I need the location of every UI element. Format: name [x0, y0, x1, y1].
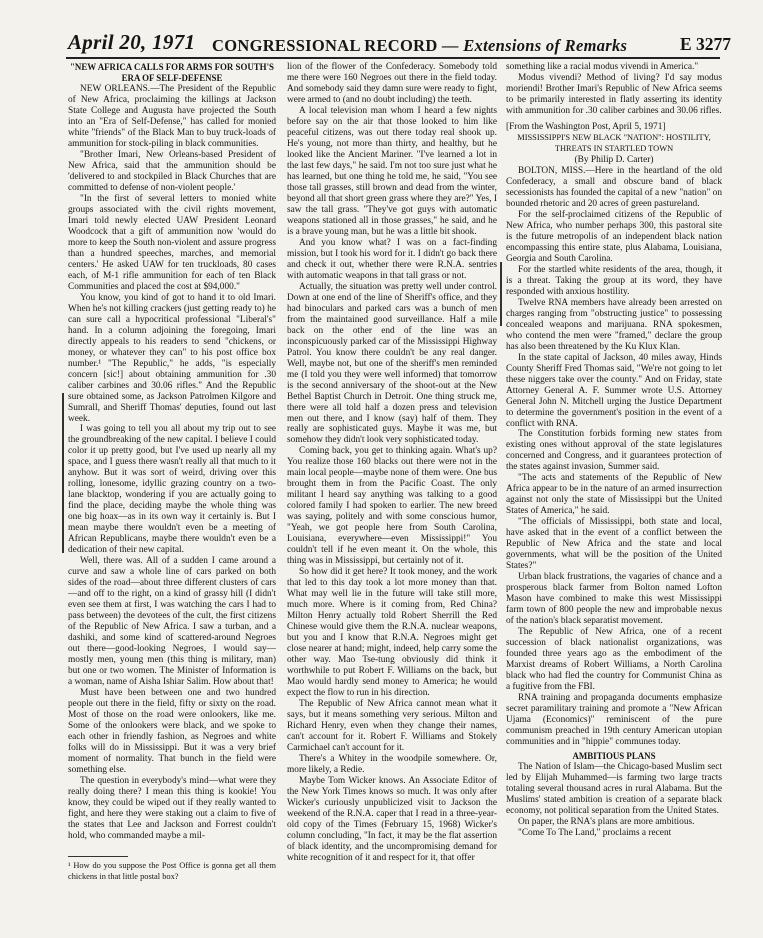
paragraph: So how did it get here? It took money, and the work that led to this day took a lot more money than that. What may well lie in the future will take still more, much more. Where is it coming from, Red China? Milton Henry actually told Robert Sherrill the Red Chinese would give them the R.N.A. nuclear weapons, but you and I know that R.N.A. Negroes might get close nearer at hand; might, indeed, help carry some the other way. Mao Tse-tung obviously did think it worthwhile to put Robert F. Williams on the back, but Mao would hardly send money to America; he would expect the flow to run in his direction.: [287, 567, 497, 699]
article-heading: "NEW AFRICA CALLS FOR ARMS FOR SOUTH'S ERA OF SELF-DEFENSE: [70, 62, 274, 83]
paragraph: Twelve RNA members have already been arrested on charges ranging from "obstructing justice" to possessing concealed weapons and marijuana. RNA spokesmen, who contend the men were "framed," declare the group has also been threatened by the Ku Klux Klan.: [506, 297, 722, 352]
column-1: [68, 62, 276, 883]
paragraph: On paper, the RNA's plans are more ambitious.: [518, 816, 695, 827]
margin-mark: [500, 262, 502, 326]
paragraph: And you know what? I was on a fact-finding mission, but I took his word for it. I didn't go back there and check it out, whether there were R.N.A. sentries with automatic weapons in that tall grass or not.: [287, 237, 497, 281]
paragraph: The Republic of New Africa cannot mean what it says, but it means something very serious. Milton and Richard Henry, even when they change their names, can't account for it. Robert F. Williams and Stokely Carmichael can't account for it.: [287, 699, 497, 754]
paragraph: Urban black frustrations, the vagaries of chance and a prosperous black farmer from Bolton named Lofton Mason have combined to make this west Mississippi farm town of 800 people the new and improbable nexus of the nation's black separatist movement.: [506, 572, 722, 627]
header-section: — Extensions of Remarks: [442, 36, 628, 55]
paragraph: BOLTON, MISS.—Here in the heartland of the old Confederacy, a small and obscure band of black secessionists has founded the capital of a new "nation" on bounded rhetoric and 20 acres of green pastureland.: [506, 165, 722, 209]
paragraph: The Republic of New Africa, one of a recent succession of black nationalist organizations, was founded three years ago as the embodiment of the Marxist dreams of Robert Williams, a North Carolina black who had fled the country for Communist China as a fugitive from the FBI.: [506, 627, 722, 693]
paragraph: Modus vivendi? Method of living? I'd say modus moriendi! Brother Imari's Republic of New Africa seems to be primarily interested in flatly asserting its identity with ammunition for .30 caliber carbines and 30.06 rifles.: [506, 72, 722, 116]
paragraph: Well, there was. All of a sudden I came around a curve and saw a whole line of cars parked on both sides of the road—about three different clusters of cars—and off to the right, on a kind of grassy hill (I didn't even see them at first, I was watching the cars I had to pass between) the devotees of the cult, the first citizens of the Republic of New Africa. I saw a turban, and a dashiki, and some kind of scattered-around Negroes out there—good-looking Negroes, I would say—mostly men, young men (this thing is military, man) but one or two women. The Minister of Information is a woman, name of Aisha Ishiar Salim. How about that!: [68, 556, 276, 688]
byline: (By Philip D. Carter): [574, 154, 654, 165]
paragraph: For the self-proclaimed citizens of the Republic of New Africa, who number perhaps 300, this pastoral site is the future metropolis of an independent black nation encompassing this entire state, plus Alabama, Louisiana, Georgia and South Carolina.: [506, 209, 722, 264]
footnote-rule: [68, 856, 128, 857]
paragraph: You know, you kind of got to hand it to old Imari. When he's not killing crackers (just getting ready to) he can sure call a hypocritical professional "Liberal's" hand. In a column adjoining the foregoing, Imari directly appeals to his readers to send "chickens, or money, or whatever they can" to his post office box number.¹ "The Republic," he adds, "is especially concern [sic!] about obtaining ammunition for .30 caliber carbines and 30.06 rifles." And the Republic sure obtained some, as Jackson Patrolmen Kilgore and Sumrall, and Sheriff Thomas' deputies, found out last week.: [68, 292, 276, 424]
paragraph: There's a Whitey in the woodpile somewhere. Or, more likely, a Redie.: [287, 754, 497, 775]
source-line: [From the Washington Post, April 5, 1971]: [506, 121, 666, 132]
paragraph: Coming back, you get to thinking again. What's up? You realize those 160 blacks out there were not in the main local people—maybe none of them were. One bus brought them in from the Pacific Coast. The only militant I heard say anything was talking to a good colored family I had spoken to earlier. The new breed was saying, politely and with some conscious humor, "Yeah, we got people here from South Carolina, Louisiana, everywhere—even Mississippi!" You couldn't tell if he even meant it. On the whole, this thing was in Mississippi, but certainly not of it.: [287, 446, 497, 567]
header-page-number: E 3277: [680, 34, 732, 54]
paragraph: I was going to tell you all about my trip out to see the groundbreaking of the new capital. I believe I could color it up pretty good, but I've used up nearly all my space, and I guess there wasn't really all that much to it anyhow. But it was sort of weird, driving over this rolling, lonesome, idyllic grazing country on a two-lane blacktop, wondering if you are actually going to find the place, deciding maybe the whole thing was one big hoax—as in its own way it certainly is. But I mean maybe there wouldn't even be a meeting of African Republicans, maybe there wouldn't even be a dedication of their new capital.: [68, 424, 276, 556]
section-heading: AMBITIOUS PLANS: [572, 751, 656, 762]
paragraph: "Brother Imari, New Orleans-based President of New Africa, said that the ammunition should be 'delivered to and stockpiled in Black Churches that are committed to defense of non-violent people.': [68, 149, 276, 193]
paragraph: The Constitution forbids forming new states from existing ones without approval of the state legislatures concerned and Congress, and it guarantees protection of the states against invasion, Summer said.: [506, 429, 722, 473]
header-title: [212, 36, 627, 56]
paragraph: The Nation of Islam—the Chicago-based Muslim sect led by Elijah Muhammed—is farming two large tracts totaling several thousand acres in rural Alabama. But the Muslims' stated ambition is creation of a separate black economy, not political separation from the United States.: [506, 762, 722, 816]
header-publication: CONGRESSIONAL RECORD: [212, 36, 438, 55]
paragraph: RNA training and propaganda documents emphasize secret paramilitary training and promote a "New African Ujama (Economics)" reminiscent of the pure communism preached in 19th century American utopian communities and in "hippie" communes today.: [506, 693, 722, 748]
paragraph: "The officials of Mississippi, both state and local, have asked that in the event of a conflict between the Republic of New Africa and the state and local governments, what will be the position of the United States?": [506, 517, 722, 572]
footnote: ¹ How do you suppose the Post Office is gonna get all them chickens in that little postal box?: [68, 860, 276, 881]
paragraph: The question in everybody's mind—what were they really doing there? I mean this thing is kookie! You know, they could be wiped out if they really wanted to fight, and here they were staking out a claim to five of the states that Lee and Jackson and Forrest couldn't hold, who commanded maybe a mil-: [68, 775, 276, 841]
paragraph: For the startled white residents of the area, though, it is a threat. Taking the group at its word, they have responded with anxious hostility.: [506, 264, 722, 297]
paragraph: In the state capital of Jackson, 40 miles away, Hinds County Sheriff Fred Thomas said, "We're not going to let these niggers take over the county." And on Friday, state Attorney General A. F. Summer wrote U.S. Attorney General John N. Mitchell urging the Justice Department to determine the government's position in the event of a conflict with RNA.: [506, 352, 722, 429]
paragraph: Maybe Tom Wicker knows. An Associate Editor of the New York Times knows so much. It was only after Wicker's curiously unpublicized visit to Jackson the weekend of the R.N.A. caper that I read in a three-year-old copy of the Times (February 15, 1968) Wicker's column concluding, "In fact, it may be the flat assertion of black identity, and the uncompromising demand for white recognition of it and respect for it, that offer: [287, 775, 497, 863]
paragraph: Actually, the situation was pretty well under control. Down at one end of the line of Sheriff's office, and they had binoculars and parked cars was a bunch of men from the maintained good surveillance. Half a mile back on the other end of the line was an inconspicuously parked car of the Mississippi Highway Patrol. You know there couldn't be any real danger. Well, maybe not, but one of the sheriff's men reminded me (I told you they were well informed) that tomorrow is the second anniversary of the shoot-out at the New Bethel Baptist Church in Detroit. One thing struck me, there were all told half a dozen press and television men out there, and I know (say) half of them. They really are sophisticated guys. Maybe it was me, but somehow they didn't look very sophisticated today.: [287, 281, 497, 446]
paragraph: Must have been between one and two hundred people out there in the field, fifty or sixty on the road. Most of those on the road were onlookers, like me. Some of the onlookers were black, and we spoke to each other in friendly fashion, as Negroes and white folks will do in Mississippi. But it was a very brief moment of normality. That bunch in the field were something else.: [68, 688, 276, 775]
column-2: [287, 62, 497, 864]
paragraph: "Come To The Land," proclaims a recent: [518, 827, 672, 838]
header-date: April 20, 1971: [68, 30, 196, 54]
margin-mark: [62, 393, 64, 553]
paragraph: A local television man whom I heard a few nights before say on the air that those looked to him like peaceful citizens, was out there today real shook up. He's young, not more than thirty, and healthy, but he looked like the Ancient Mariner. "I've learned a lot in the last few days," he said. I'm not too sure just what he has learned, but one thing he told me, he said, "You see those tall grasses, still brown and dead from the winter, beyond all that short green grass where they are?" Yes, I saw the tall grass. "They've got guys with automatic weapons stationed all in those grasses," he said, and he is a brave young man, but he was a little bit shook.: [287, 105, 497, 237]
column-3: [506, 62, 722, 839]
paragraph: "In the first of several letters to monied white groups associated with the civil rights movement, Imari told newly elected UAW President Leonard Woodcock that a gift of ammunition now 'would do more to keep the South non-violent and assure progress than a hundred speeches, marches, and memorial centers.' He asked UAW for ten truckloads, 80 cases each, of M-1 rifle ammunition for each of ten Black Communities and placed the cost at $94,000.": [68, 193, 276, 292]
paragraph: "The acts and statements of the Republic of New Africa appear to be in the nature of an armed insurrection against not only the state of Mississippi but the United States of America," he said.: [506, 473, 722, 517]
paragraph: something like a racial modus vivendi in America.": [506, 62, 699, 72]
article-heading: MISSISSIPPI'S NEW BLACK "NATION": HOSTILITY, THREATS IN STARTLED TOWN: [517, 132, 711, 153]
header-rule: [66, 57, 720, 59]
paragraph: lion of the flower of the Confederacy. Somebody told me there were 160 Negroes out there in the field today. And somebody said they damn sure were ready to fight, were armed to (and no doubt including) the teeth.: [287, 62, 497, 105]
paragraph: NEW ORLEANS.—The President of the Republic of New Africa, proclaiming the killings at Jackson State College and Augusta have projected the South into an "Era of Self-Defense," has called for monied white "friends" of the Black Man to buy truck-loads of ammunition for stock-piling in black communities.: [68, 83, 276, 149]
